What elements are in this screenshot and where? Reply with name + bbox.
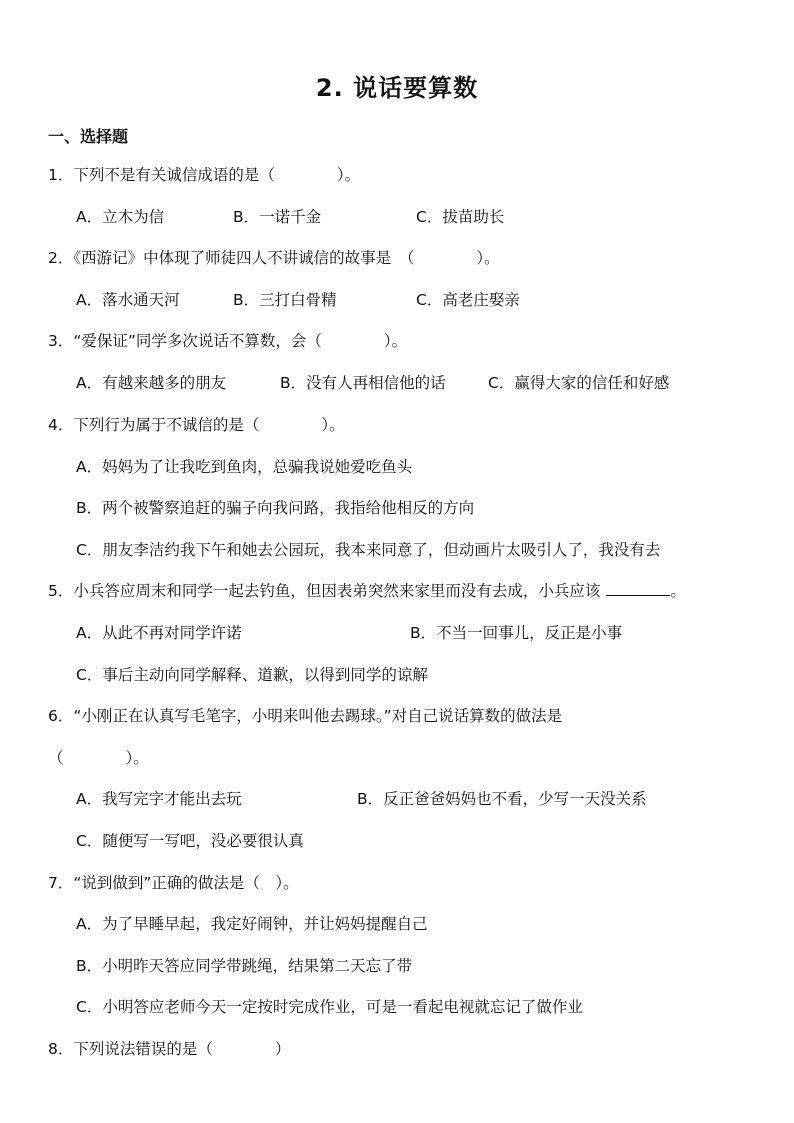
question-1: 1．下列不是有关诚信成语的是（ ）。 [48, 166, 361, 184]
q2-option-c: C．高老庄娶亲 [416, 291, 520, 309]
question-4: 4．下列行为属于不诚信的是（ ）。 [48, 416, 345, 434]
q1-option-a: A．立木为信 [76, 208, 165, 226]
q2-option-a: A．落水通天河 [76, 291, 180, 309]
question-6: 6．“小刚正在认真写毛笔字，小明来叫他去踢球。”对自己说话算数的做法是 [48, 707, 563, 725]
question-8: 8．下列说法错误的是（ ） [48, 1040, 291, 1058]
q4-option-c: C．朋友李洁约我下午和她去公园玩，我本来同意了，但动画片太吸引人了，我没有去 [76, 541, 661, 559]
q7-option-a: A．为了早睡早起，我定好闹钟，并让妈妈提醒自己 [76, 915, 428, 933]
q4-option-a: A．妈妈为了让我吃到鱼肉，总骗我说她爱吃鱼头 [76, 458, 413, 476]
answer-blank [606, 583, 670, 596]
question-6-blank: （ ）。 [48, 749, 149, 767]
question-2: 2．《西游记》中体现了师徒四人不讲诚信的故事是 （ ）。 [48, 249, 500, 267]
question-3: 3．“爱保证”同学多次说话不算数，会（ ）。 [48, 332, 408, 350]
q7-option-b: B．小明昨天答应同学带跳绳，结果第二天忘了带 [76, 957, 413, 975]
q3-option-c: C．赢得大家的信任和好感 [488, 374, 670, 392]
section-heading: 一、选择题 [48, 127, 129, 146]
question-5-text: 5．小兵答应周末和同学一起去钓鱼，但因表弟突然来家里而没有去成，小兵应该 [48, 582, 601, 600]
q6-option-b: B．反正爸爸妈妈也不看，少写一天没关系 [357, 790, 647, 808]
q7-option-c: C．小明答应老师今天一定按时完成作业，可是一看起电视就忘记了做作业 [76, 998, 583, 1016]
q1-option-c: C．拔苗助长 [416, 208, 505, 226]
q3-option-a: A．有越来越多的朋友 [76, 374, 227, 392]
question-5-suffix: 。 [670, 582, 686, 600]
q1-option-b: B．一诺千金 [233, 208, 322, 226]
q2-option-b: B．三打白骨精 [233, 291, 337, 309]
question-7: 7．“说到做到”正确的做法是（ ）。 [48, 874, 299, 892]
q5-option-a: A．从此不再对同学许诺 [76, 624, 242, 642]
page-title: 2. 说话要算数 [315, 74, 479, 102]
q5-option-c: C．事后主动向同学解释、道歉，以得到同学的谅解 [76, 666, 428, 684]
q3-option-b: B．没有人再相信他的话 [280, 374, 446, 392]
q6-option-c: C．随便写一写吧，没必要很认真 [76, 832, 304, 850]
question-5 [48, 581, 686, 601]
q5-option-b: B．不当一回事儿，反正是小事 [410, 624, 623, 642]
q4-option-b: B．两个被警察追赶的骗子向我问路，我指给他相反的方向 [76, 499, 475, 517]
q6-option-a: A．我写完字才能出去玩 [76, 790, 242, 808]
